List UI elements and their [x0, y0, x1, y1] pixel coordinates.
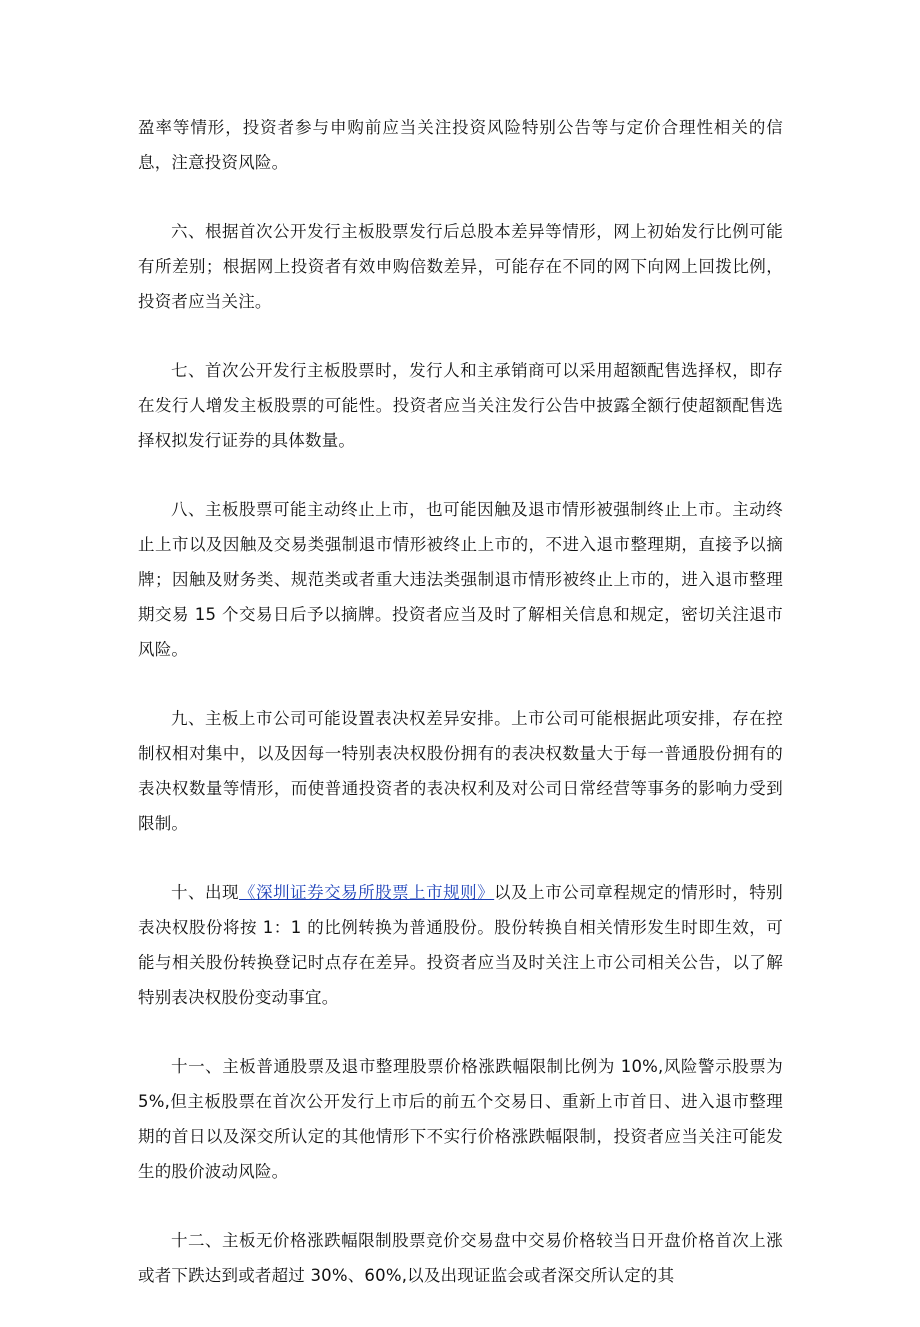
document-page — [138, 110, 783, 1327]
paragraph-item-10-prefix: 十、出现 — [171, 883, 240, 902]
paragraph-continuation: 盈率等情形，投资者参与申购前应当关注投资风险特别公告等与定价合理性相关的信息，注意投资风险。 — [138, 118, 783, 172]
paragraph-item-11: 十一、主板普通股票及退市整理股票价格涨跌幅限制比例为 10%,风险警示股票为 5%,但主板股票在首次公开发行上市后的前五个交易日、重新上市首日、进入退市整理期的首日以及深交所认定的其他情形下不实行价格涨跌幅限制，投资者应当关注可能发生的股价波动风险。 — [138, 1057, 783, 1181]
paragraph-item-9: 九、主板上市公司可能设置表决权差异安排。上市公司可能根据此项安排，存在控制权相对集中，以及因每一特别表决权股份拥有的表决权数量大于每一普通股份拥有的表决权数量等情形，而使普通投资者的表决权利及对公司日常经营等事务的影响力受到限制。 — [138, 709, 783, 833]
paragraph-item-12: 十二、主板无价格涨跌幅限制股票竞价交易盘中交易价格较当日开盘价格首次上涨或者下跌达到或者超过 30%、60%,以及出现证监会或者深交所认定的其 — [138, 1231, 783, 1285]
paragraph-item-6: 六、根据首次公开发行主板股票发行后总股本差异等情形，网上初始发行比例可能有所差别；根据网上投资者有效申购倍数差异，可能存在不同的网下向网上回拨比例，投资者应当关注。 — [138, 222, 783, 311]
paragraph-item-10-suffix: 以及上市公司章程规定的情形时，特别表决权股份将按 1：1 的比例转换为普通股份。股份转换自相关情形发生时即生效，可能与相关股份转换登记时点存在差异。投资者应当及时关注上市公司相关公告，以了解特别表决权股份变动事宜。 — [138, 883, 784, 1007]
paragraph-item-10 — [138, 875, 783, 1015]
paragraph-item-8: 八、主板股票可能主动终止上市，也可能因触及退市情形被强制终止上市。主动终止上市以及因触及交易类强制退市情形被终止上市的，不进入退市整理期，直接予以摘牌；因触及财务类、规范类或者重大违法类强制退市情形被终止上市的，进入退市整理期交易 15 个交易日后予以摘牌。投资者应当及时了解相关信息和规定，密切关注退市风险。 — [138, 500, 783, 659]
paragraph-item-7: 七、首次公开发行主板股票时，发行人和主承销商可以采用超额配售选择权，即存在发行人增发主板股票的可能性。投资者应当关注发行公告中披露全额行使超额配售选择权拟发行证券的具体数量。 — [138, 361, 783, 450]
listing-rules-link[interactable]: 《深圳证券交易所股票上市规则》 — [239, 883, 495, 902]
